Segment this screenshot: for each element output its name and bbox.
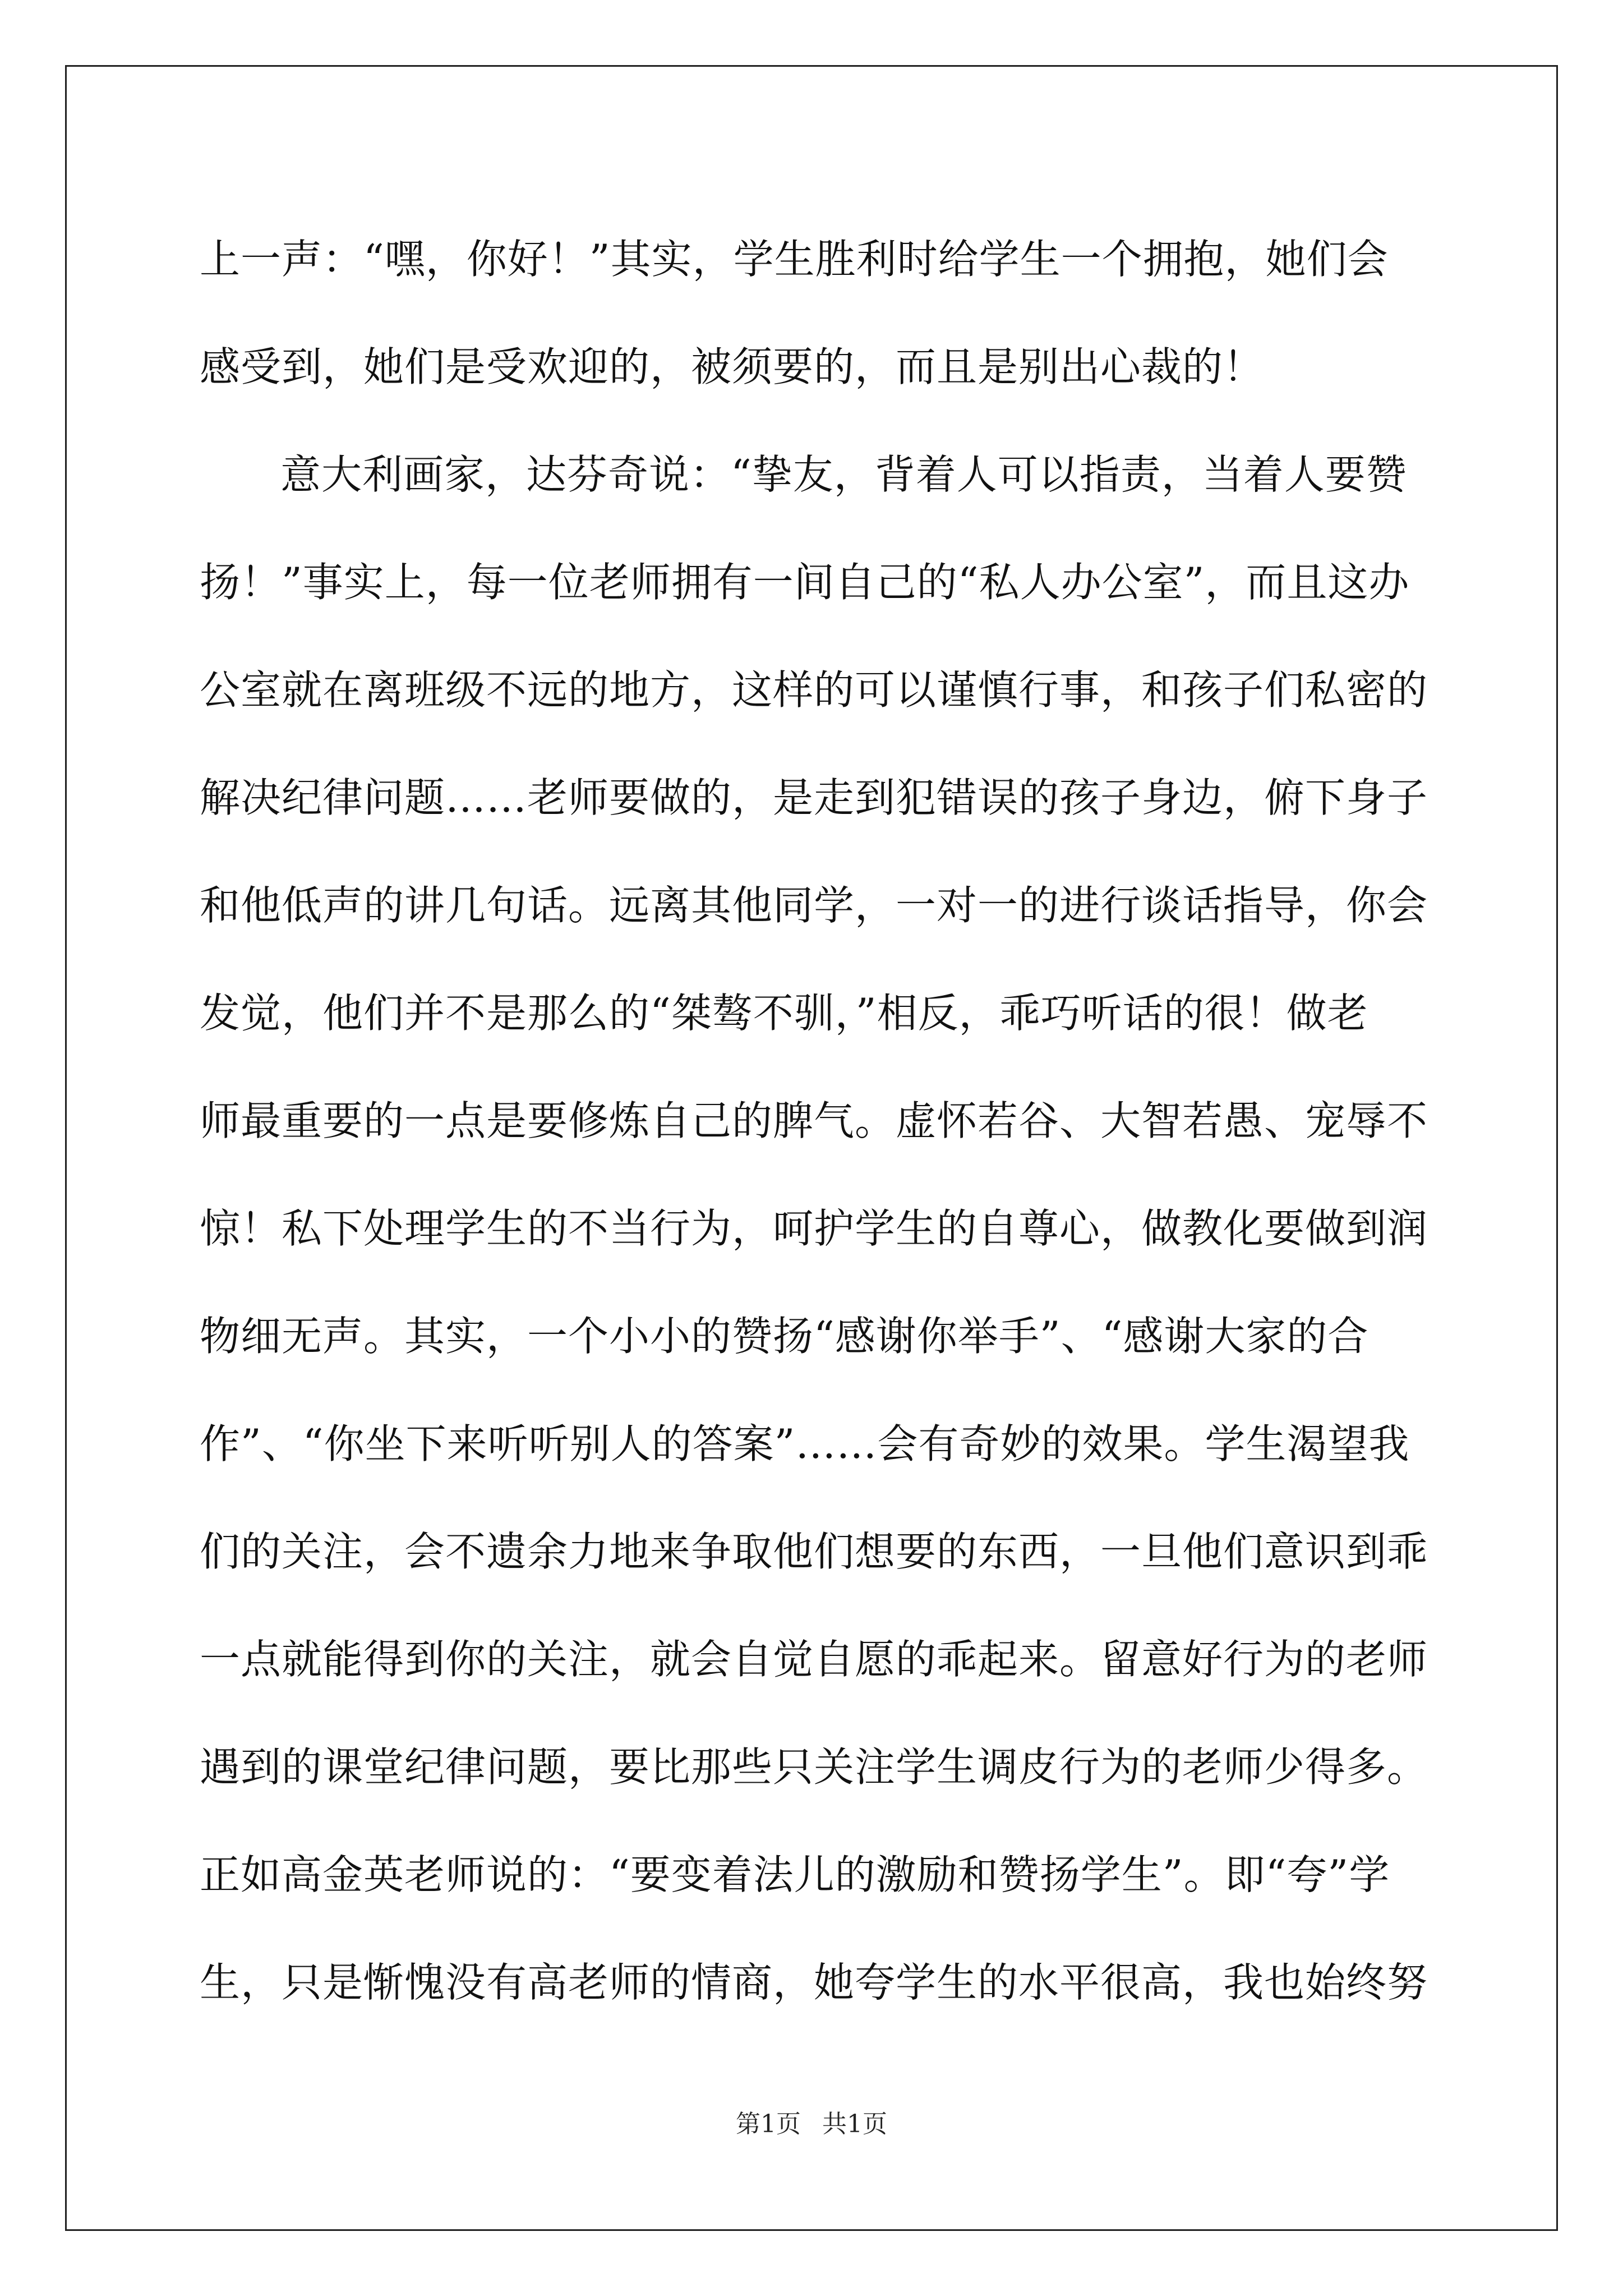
text-line: 作”、“你坐下来听听别人的答案”……会有奇妙的效果。学生渴望我 [200, 1420, 1410, 1467]
text-line: 解决纪律问题……老师要做的，是走到犯错误的孩子身边，俯下身子 [200, 774, 1428, 821]
text-line: 发觉，他们并不是那么的“桀骜不驯，”相反，乖巧听话的很！做老 [200, 990, 1368, 1037]
text-line: 正如高金英老师说的：“要变着法儿的激励和赞扬学生”。即“夸”学 [200, 1851, 1390, 1898]
text-line: 扬！”事实上，每一位老师拥有一间自己的“私人办公室”，而且这办 [200, 559, 1410, 606]
text-line: 遇到的课堂纪律问题，要比那些只关注学生调皮行为的老师少得多。 [200, 1743, 1428, 1791]
paragraph-first-line: 意大利画家，达芬奇说：“挚友，背着人可以指责，当着人要赞 [280, 451, 1407, 498]
text-line: 们的关注，会不遗余力地来争取他们想要的东西，一旦他们意识到乖 [200, 1528, 1428, 1575]
page-number: 第1页 [736, 2110, 801, 2138]
document-body [200, 205, 1428, 2036]
text-line: 惊！私下处理学生的不当行为，呵护学生的自尊心，做教化要做到润 [200, 1205, 1428, 1252]
text-line: 公室就在离班级不远的地方，这样的可以谨慎行事，和孩子们私密的 [200, 666, 1428, 714]
text-line: 和他低声的讲几句话。远离其他同学，一对一的进行谈话指导，你会 [200, 882, 1428, 929]
text-line: 上一声：“嘿，你好！”其实，学生胜利时给学生一个拥抱，她们会 [200, 236, 1389, 283]
page-footer [0, 2104, 1623, 2139]
text-line: 师最重要的一点是要修炼自己的脾气。虚怀若谷、大智若愚、宠辱不 [200, 1097, 1428, 1144]
text-line: 生，只是惭愧没有高老师的情商，她夸学生的水平很高，我也始终努 [200, 1959, 1428, 2006]
text-line: 一点就能得到你的关注，就会自觉自愿的乖起来。留意好行为的老师 [200, 1636, 1428, 1683]
text-line: 物细无声。其实，一个小小的赞扬“感谢你举手”、“感谢大家的合 [200, 1313, 1369, 1360]
page-total: 共1页 [822, 2110, 887, 2138]
text-line: 感受到，她们是受欢迎的，被须要的，而且是别出心裁的！ [200, 343, 1265, 390]
